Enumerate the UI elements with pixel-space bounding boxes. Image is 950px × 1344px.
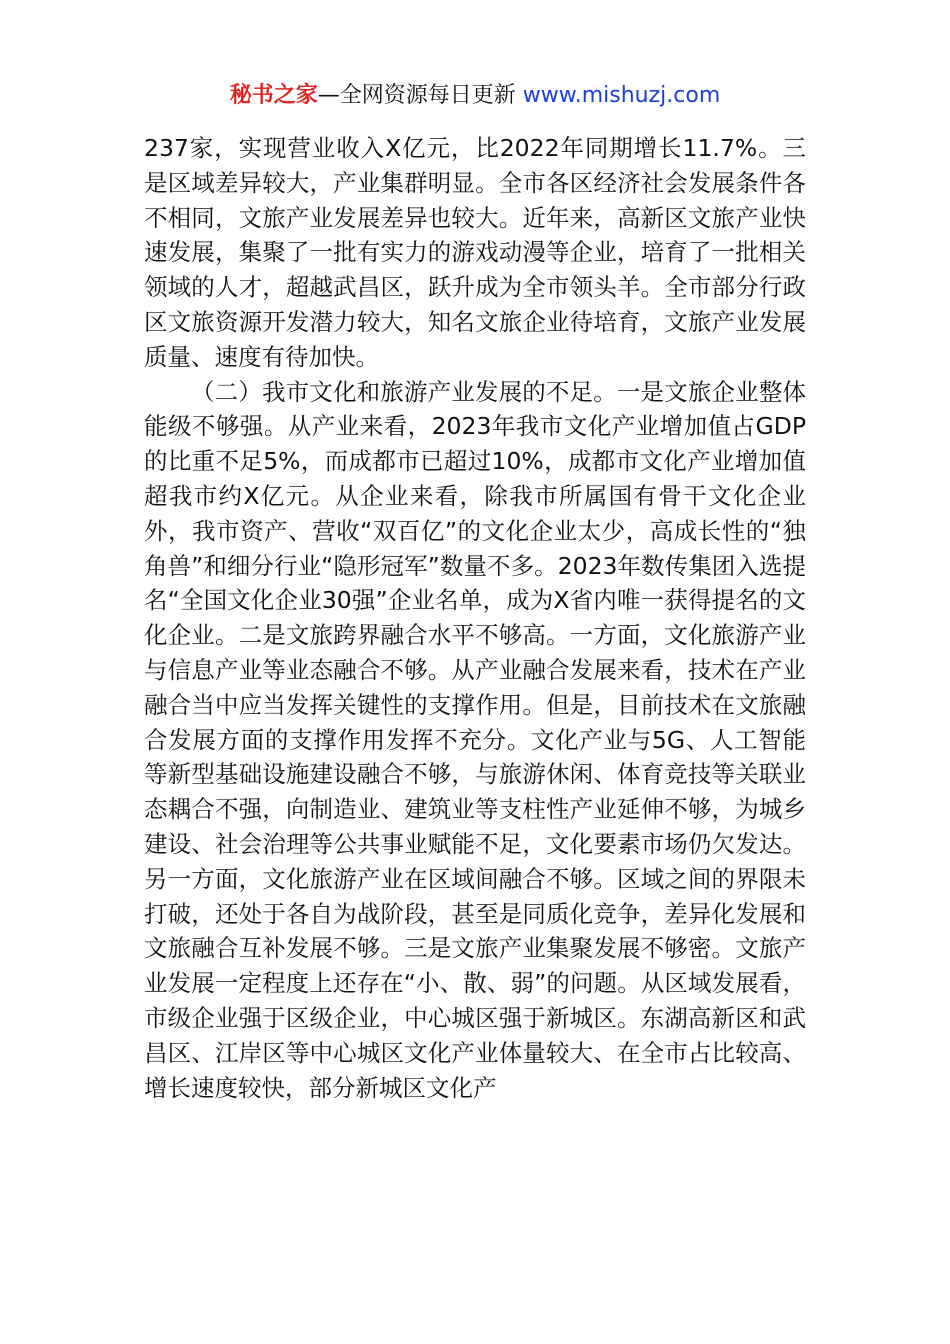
site-brand: 秘书之家 [229,83,318,108]
site-tagline: —全网资源每日更新 [317,83,516,108]
site-header [0,80,950,112]
paragraph-continued: 237家，实现营业收入X亿元，比2022年同期增长11.7%。三是区域差异较大，产业集群明显。全市各区经济社会发展条件各不相同，文旅产业发展差异也较大。近年来，高新区文旅产业快速发展，集聚了一批有实力的游戏动漫等企业，培育了一批相关领域的人才，超越武昌区，跃升成为全市领头羊。全市部分行政区文旅资源开发潜力较大，知名文旅企业待培育，文旅产业发展质量、速度有待加快。 [144,134,806,371]
site-url-link[interactable]: www.mishuzj.com [522,83,721,108]
document-body [144,131,806,1105]
paragraph-section-two: （二）我市文化和旅游产业发展的不足。一是文旅企业整体能级不够强。从产业来看，2023年我市文化产业增加值占GDP的比重不足5%，而成都市已超过10%，成都市文化产业增加值超我市约X亿元。从企业来看，除我市所属国有骨干文化企业外，我市资产、营收“双百亿”的文化企业太少，高成长性的“独角兽”和细分行业“隐形冠军”数量不多。2023年数传集团入选提名“全国文化企业30强”企业名单，成为X省内唯一获得提名的文化企业。二是文旅跨界融合水平不够高。一方面，文化旅游产业与信息产业等业态融合不够。从产业融合发展来看，技术在产业融合当中应当发挥关键性的支撑作用。但是，目前技术在文旅融合发展方面的支撑作用发挥不充分。文化产业与5G、人工智能等新型基础设施建设融合不够，与旅游休闲、体育竞技等关联业态耦合不强，向制造业、建筑业等支柱性产业延伸不够，为城乡建设、社会治理等公共事业赋能不足，文化要素市场仍欠发达。另一方面，文化旅游产业在区域间融合不够。区域之间的界限未打破，还处于各自为战阶段，甚至是同质化竞争，差异化发展和文旅融合互补发展不够。三是文旅产业集聚发展不够密。文旅产业发展一定程度上还存在“小、散、弱”的问题。从区域发展看，市级企业强于区级企业，中心城区强于新城区。东湖高新区和武昌区、江岸区等中心城区文化产业体量较大、在全市占比较高、增长速度较快，部分新城区文化产 [144,377,806,1102]
